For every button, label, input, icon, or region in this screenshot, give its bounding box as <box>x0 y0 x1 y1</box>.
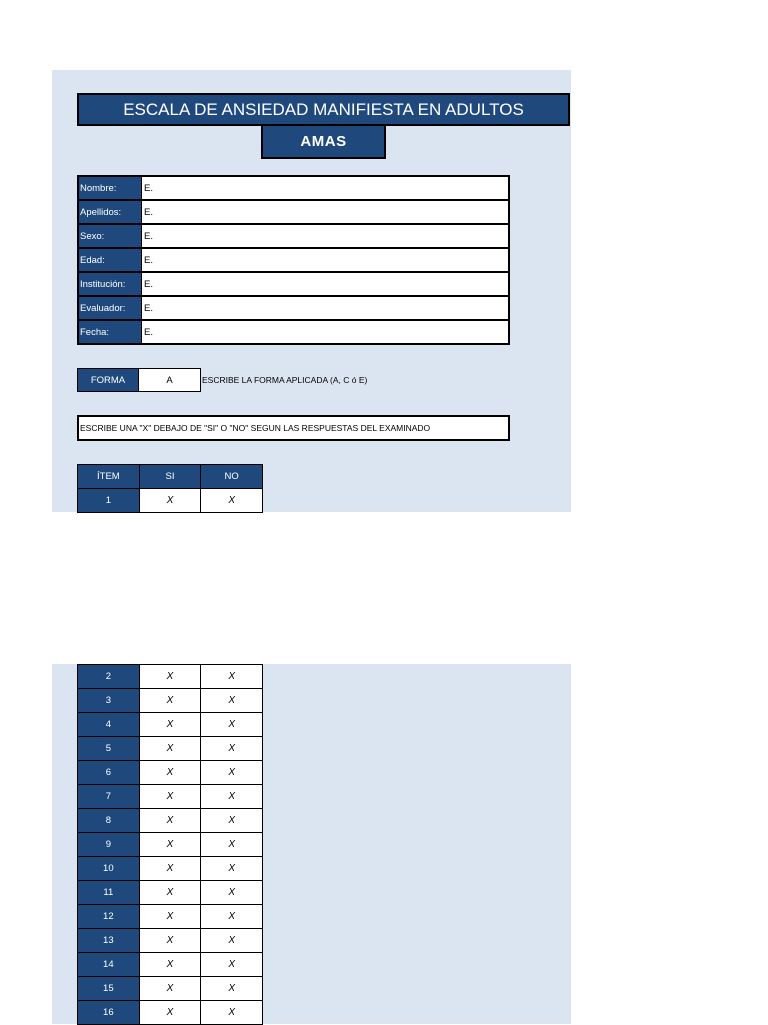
answer-no-cell[interactable]: X <box>201 785 263 809</box>
items-table-top <box>77 464 263 513</box>
table-row <box>78 809 263 833</box>
answer-no-cell[interactable]: X <box>201 929 263 953</box>
answer-si-cell[interactable]: X <box>139 665 201 689</box>
table-row <box>78 689 263 713</box>
answer-si-cell[interactable]: X <box>139 833 201 857</box>
item-number: 5 <box>78 737 140 761</box>
info-row-apellidos <box>79 199 508 223</box>
info-value-fecha[interactable]: E. <box>141 321 508 343</box>
table-row <box>78 665 263 689</box>
item-number: 6 <box>78 761 140 785</box>
table-row <box>78 833 263 857</box>
info-label: Evaluador: <box>79 297 141 319</box>
info-row-edad <box>79 247 508 271</box>
answer-no-cell[interactable]: X <box>201 713 263 737</box>
info-label: Apellidos: <box>79 201 141 223</box>
answer-no-cell[interactable]: X <box>201 953 263 977</box>
info-label: Nombre: <box>79 177 141 199</box>
answer-si-cell[interactable]: X <box>139 953 201 977</box>
answer-si-cell[interactable]: X <box>139 689 201 713</box>
answer-si-cell[interactable]: X <box>139 761 201 785</box>
info-label: Sexo: <box>79 225 141 247</box>
table-row <box>78 761 263 785</box>
table-row <box>78 713 263 737</box>
items-table-bottom <box>77 664 263 1025</box>
answer-no-cell[interactable]: X <box>201 809 263 833</box>
answer-no-cell[interactable]: X <box>201 489 263 513</box>
item-number: 2 <box>78 665 140 689</box>
table-row <box>78 905 263 929</box>
info-row-institucion <box>79 271 508 295</box>
item-number: 15 <box>78 977 140 1001</box>
info-value-nombre[interactable]: E. <box>141 177 508 199</box>
forma-value[interactable]: A <box>139 368 201 392</box>
info-value-apellidos[interactable]: E. <box>141 201 508 223</box>
table-row <box>78 929 263 953</box>
info-row-fecha <box>79 319 508 343</box>
answer-no-cell[interactable]: X <box>201 977 263 1001</box>
table-row <box>78 857 263 881</box>
table-row <box>78 977 263 1001</box>
table-row <box>78 489 263 513</box>
instruction-text: ESCRIBE UNA "X" DEBAJO DE "SI" O "NO" SEGUN LAS RESPUESTAS DEL EXAMINADO <box>80 423 431 433</box>
info-value-edad[interactable]: E. <box>141 249 508 271</box>
info-label: Institución: <box>79 273 141 295</box>
answer-si-cell[interactable]: X <box>139 489 201 513</box>
item-number: 3 <box>78 689 140 713</box>
answer-no-cell[interactable]: X <box>201 665 263 689</box>
page-subtitle-text: AMAS <box>300 133 347 150</box>
page-title-text: ESCALA DE ANSIEDAD MANIFIESTA EN ADULTOS <box>123 99 524 119</box>
instruction-box <box>77 415 510 441</box>
info-label: Edad: <box>79 249 141 271</box>
answer-si-cell[interactable]: X <box>139 857 201 881</box>
item-number: 7 <box>78 785 140 809</box>
answer-si-cell[interactable]: X <box>139 785 201 809</box>
info-value-sexo[interactable]: E. <box>141 225 508 247</box>
item-number: 10 <box>78 857 140 881</box>
answer-si-cell[interactable]: X <box>139 977 201 1001</box>
item-number: 4 <box>78 713 140 737</box>
item-number: 13 <box>78 929 140 953</box>
info-row-nombre <box>79 177 508 199</box>
answer-no-cell[interactable]: X <box>201 737 263 761</box>
table-row <box>78 1001 263 1025</box>
header-si: SI <box>139 465 201 489</box>
header-no: NO <box>201 465 263 489</box>
page-title <box>77 93 570 126</box>
answer-no-cell[interactable]: X <box>201 881 263 905</box>
forma-label: FORMA <box>77 368 139 392</box>
info-row-evaluador <box>79 295 508 319</box>
info-value-evaluador[interactable]: E. <box>141 297 508 319</box>
answer-si-cell[interactable]: X <box>139 737 201 761</box>
item-number: 14 <box>78 953 140 977</box>
answer-si-cell[interactable]: X <box>139 905 201 929</box>
answer-si-cell[interactable]: X <box>139 713 201 737</box>
table-row <box>78 785 263 809</box>
answer-no-cell[interactable]: X <box>201 1001 263 1025</box>
forma-note: ESCRIBE LA FORMA APLICADA (A, C ó E) <box>202 375 368 385</box>
info-value-institucion[interactable]: E. <box>141 273 508 295</box>
answer-no-cell[interactable]: X <box>201 857 263 881</box>
item-number: 11 <box>78 881 140 905</box>
item-number: 1 <box>78 489 140 513</box>
answer-no-cell[interactable]: X <box>201 689 263 713</box>
item-number: 16 <box>78 1001 140 1025</box>
table-row <box>78 881 263 905</box>
info-row-sexo <box>79 223 508 247</box>
table-row <box>78 737 263 761</box>
answer-no-cell[interactable]: X <box>201 833 263 857</box>
answer-si-cell[interactable]: X <box>139 809 201 833</box>
info-form <box>77 175 510 345</box>
answer-no-cell[interactable]: X <box>201 761 263 785</box>
answer-si-cell[interactable]: X <box>139 1001 201 1025</box>
item-number: 9 <box>78 833 140 857</box>
answer-no-cell[interactable]: X <box>201 905 263 929</box>
table-header-row <box>78 465 263 489</box>
item-number: 12 <box>78 905 140 929</box>
item-number: 8 <box>78 809 140 833</box>
info-label: Fecha: <box>79 321 141 343</box>
answer-si-cell[interactable]: X <box>139 929 201 953</box>
header-item: ÍTEM <box>78 465 140 489</box>
answer-si-cell[interactable]: X <box>139 881 201 905</box>
table-row <box>78 953 263 977</box>
page-subtitle <box>261 126 386 159</box>
